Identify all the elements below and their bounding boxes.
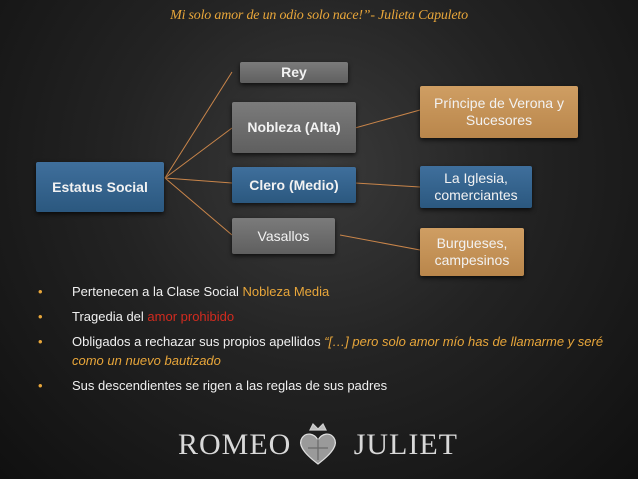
bullet-item [38, 282, 618, 301]
root-node-label: Estatus Social [52, 178, 148, 195]
connector-root-rey [165, 72, 232, 178]
romeo-juliet-logo [168, 420, 468, 470]
bullet-highlight: amor prohibido [147, 309, 235, 324]
desc-node-label: Príncipe de Verona y Sucesores [434, 95, 564, 128]
bullet-text: Tragedia del [72, 309, 148, 324]
connector-root-nobleza [165, 128, 232, 178]
level-node-nobleza [232, 102, 356, 153]
level-node-label: Vasallos [257, 227, 310, 244]
bullet-list [38, 282, 618, 401]
quote-title: Mi solo amor de un odio solo nace!”- Julieta Capuleto [170, 8, 468, 23]
bullet-highlight: “[…] pero solo amor mío has de llamarme y seré como un nuevo bautizado [72, 334, 604, 368]
bullet-item [38, 376, 618, 395]
connector-clero-iglesia [355, 183, 420, 187]
level-node-clero [232, 167, 356, 203]
connector-root-clero [165, 178, 232, 183]
level-node-label: Nobleza (Alta) [247, 119, 341, 135]
connector-root-vasallos [165, 178, 232, 235]
level-node-label: Rey [281, 64, 307, 80]
bullet-text: Sus descendientes se rigen a las reglas de sus padres [72, 378, 388, 393]
heart-crown-icon [288, 420, 348, 470]
connector-vasallos-burgueses [340, 235, 420, 250]
root-node-estatus-social [36, 162, 164, 212]
desc-node-iglesia [420, 166, 532, 208]
bullet-dot-icon: • [38, 378, 43, 393]
bullet-text: Pertenecen a la Clase Social [72, 284, 243, 299]
desc-node-label: Burgueses, campesinos [434, 235, 510, 268]
connector-nobleza-principe [355, 110, 420, 128]
bullet-dot-icon: • [38, 284, 43, 299]
desc-node-label: La Iglesia, comerciantes [434, 170, 518, 203]
bullet-dot-icon: • [38, 309, 43, 324]
desc-node-burgueses [420, 228, 524, 276]
level-node-label: Clero (Medio) [249, 176, 339, 193]
level-node-vasallos [232, 218, 335, 254]
bullet-text: Obligados a rechazar sus propios apellidos [72, 334, 325, 349]
bullet-highlight: Nobleza Media [242, 284, 330, 299]
bullet-dot-icon: • [38, 334, 43, 349]
logo-text-romeo: ROMEO [178, 428, 292, 461]
bullet-item [38, 307, 618, 326]
bullet-item [38, 332, 618, 370]
logo-text-juliet: JULIET [353, 428, 458, 461]
desc-node-principe [420, 86, 578, 138]
level-node-rey [240, 62, 348, 83]
